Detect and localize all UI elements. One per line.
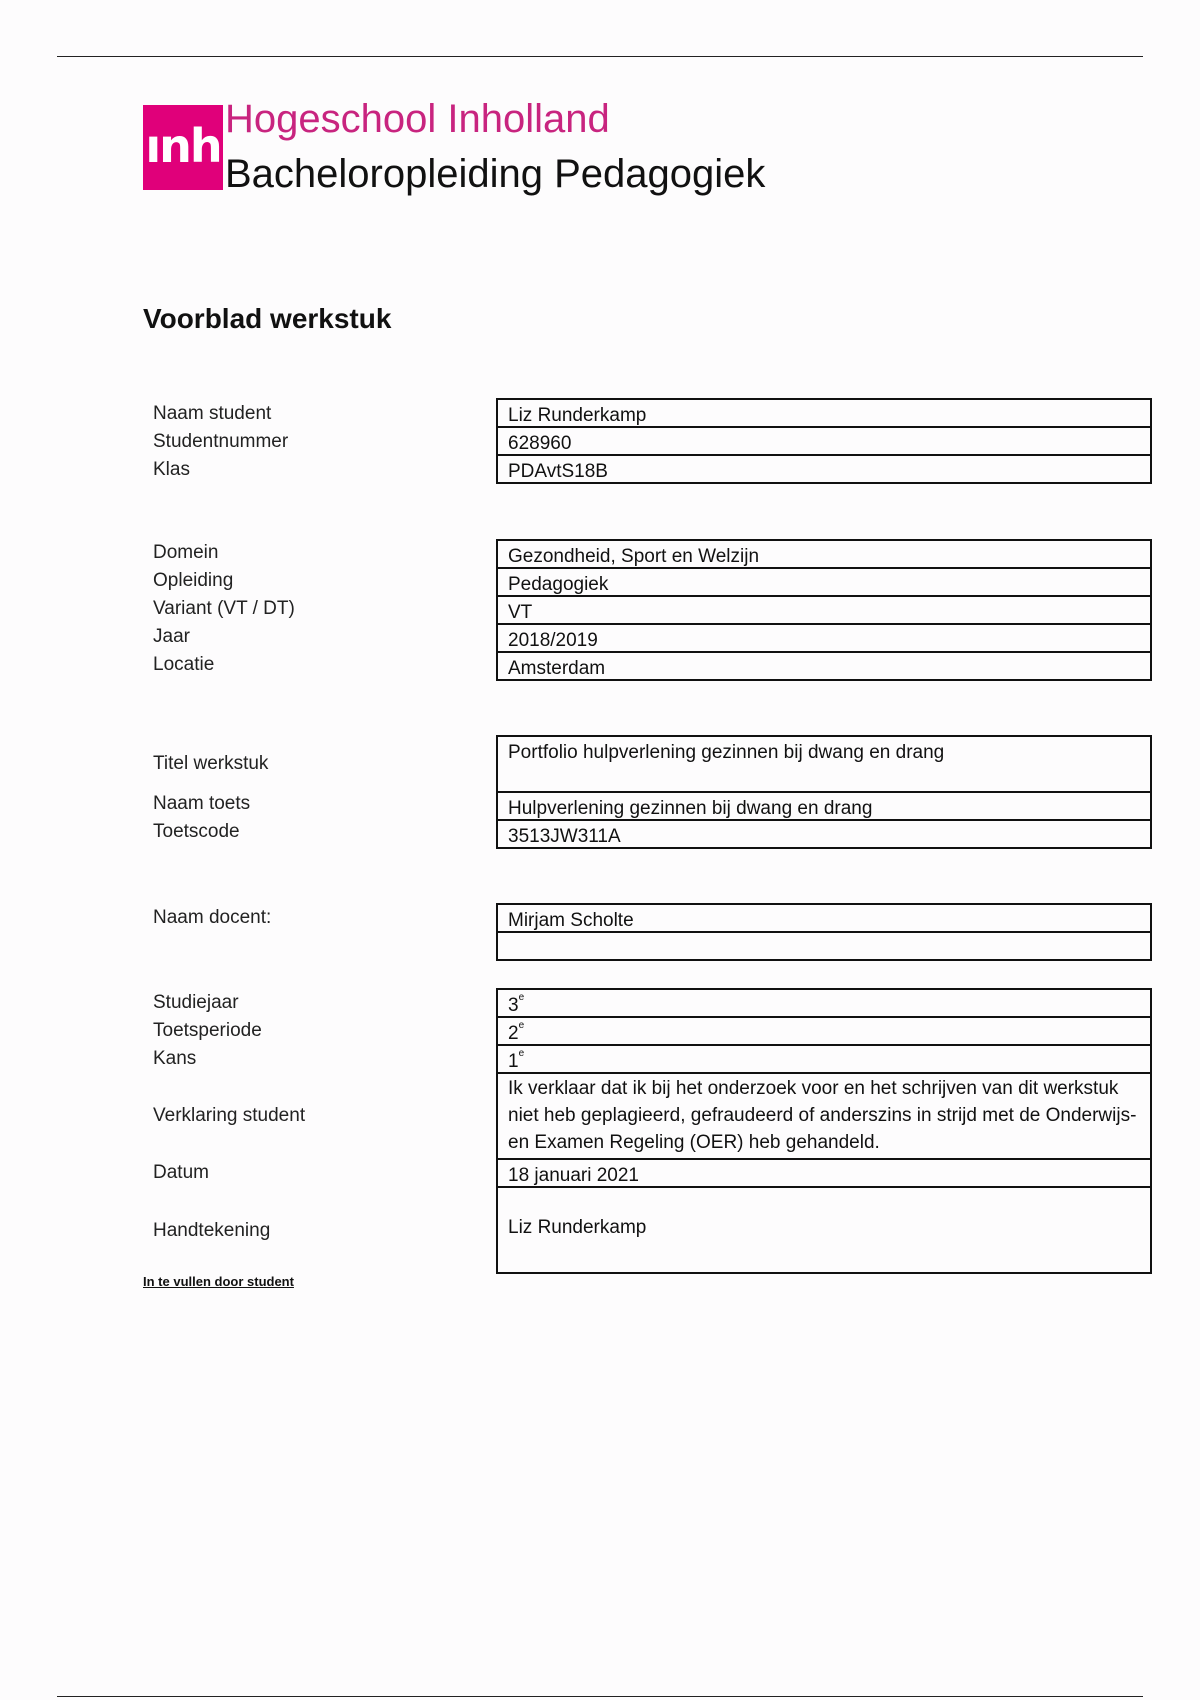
field-klas[interactable]: PDAvtS18B	[496, 456, 1152, 484]
label-handtekening: Handtekening	[153, 1220, 271, 1241]
field-titel-werkstuk[interactable]: Portfolio hulpverlening gezinnen bij dwang en drang	[496, 735, 1152, 793]
field-domein[interactable]: Gezondheid, Sport en Welzijn	[496, 539, 1152, 569]
field-naam-student[interactable]: Liz Runderkamp	[496, 398, 1152, 428]
label-naam-docent: Naam docent:	[153, 907, 272, 928]
top-rule	[57, 56, 1143, 57]
label-kans: Kans	[153, 1048, 197, 1069]
page-title: Voorblad werkstuk	[143, 303, 392, 334]
label-locatie: Locatie	[153, 654, 215, 675]
studiejaar-value: 3	[508, 995, 519, 1016]
field-studiejaar[interactable]	[496, 988, 1152, 1018]
field-verklaring: Ik verklaar dat ik bij het onderzoek voor en het schrijven van dit werkstuk niet heb geplagieerd, gefraudeerd of anderszins in strijd met de Onderwijs- en Examen Regeling (OER) heb gehandeld.	[496, 1074, 1152, 1160]
field-toetsperiode[interactable]	[496, 1018, 1152, 1046]
label-naam-student: Naam student	[153, 403, 272, 424]
kans-suffix: e	[518, 1048, 525, 1059]
field-studentnummer[interactable]: 628960	[496, 428, 1152, 456]
logo-text: ınh	[145, 119, 221, 173]
kans-value: 1	[508, 1051, 519, 1072]
label-datum: Datum	[153, 1162, 209, 1183]
label-titel-werkstuk: Titel werkstuk	[153, 753, 269, 774]
field-handtekening[interactable]: Liz Runderkamp	[496, 1188, 1152, 1274]
program-name: Bacheloropleiding Pedagogiek	[225, 152, 766, 196]
bottom-rule	[57, 1696, 1143, 1697]
label-naam-toets: Naam toets	[153, 793, 251, 814]
field-variant[interactable]: VT	[496, 597, 1152, 625]
field-datum[interactable]: 18 januari 2021	[496, 1158, 1152, 1188]
label-klas: Klas	[153, 459, 190, 480]
field-opleiding[interactable]: Pedagogiek	[496, 569, 1152, 597]
label-opleiding: Opleiding	[153, 570, 234, 591]
studiejaar-suffix: e	[518, 992, 525, 1003]
field-naam-docent-2[interactable]	[496, 933, 1152, 961]
label-variant: Variant (VT / DT)	[153, 598, 295, 619]
inholland-logo	[143, 105, 223, 190]
school-name: Hogeschool Inholland	[225, 97, 610, 141]
field-jaar[interactable]: 2018/2019	[496, 625, 1152, 653]
label-studentnummer: Studentnummer	[153, 431, 289, 452]
toetsperiode-suffix: e	[518, 1020, 525, 1031]
label-studiejaar: Studiejaar	[153, 992, 239, 1013]
label-domein: Domein	[153, 542, 219, 563]
label-toetsperiode: Toetsperiode	[153, 1020, 262, 1041]
toetsperiode-value: 2	[508, 1023, 519, 1044]
label-toetscode: Toetscode	[153, 821, 240, 842]
field-toetscode[interactable]: 3513JW311A	[496, 821, 1152, 849]
field-naam-docent[interactable]: Mirjam Scholte	[496, 903, 1152, 933]
label-jaar: Jaar	[153, 626, 190, 647]
field-locatie[interactable]: Amsterdam	[496, 653, 1152, 681]
field-naam-toets[interactable]: Hulpverlening gezinnen bij dwang en drang	[496, 793, 1152, 821]
label-verklaring: Verklaring student	[153, 1105, 306, 1126]
footnote: In te vullen door student	[143, 1274, 294, 1289]
field-kans[interactable]	[496, 1046, 1152, 1074]
